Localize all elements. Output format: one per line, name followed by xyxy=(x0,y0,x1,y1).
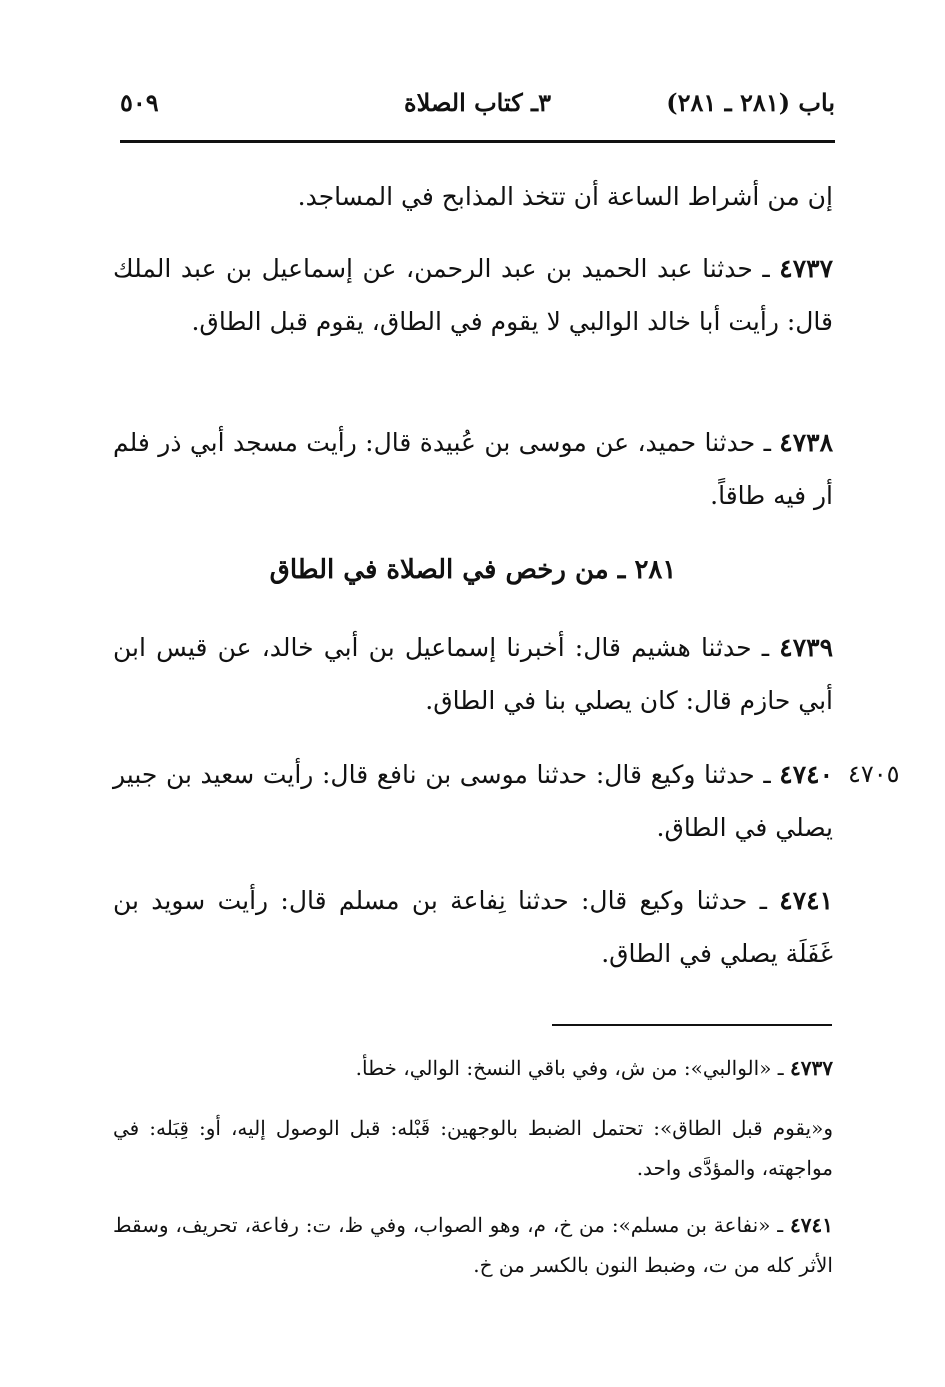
hadith-4741 xyxy=(113,874,833,980)
footnote-4741 xyxy=(113,1205,833,1285)
page-number: ٥٠٩ xyxy=(120,88,159,117)
header-rule xyxy=(120,140,835,143)
continuation-paragraph xyxy=(113,170,833,223)
footnote-number: ٤٧٣٧ xyxy=(790,1056,833,1080)
hadith-4739 xyxy=(113,621,833,727)
hadith-number: ٤٧٣٨ xyxy=(779,428,833,457)
continuation-text: إن من أشراط الساعة أن تتخذ المذابح في المساجد. xyxy=(297,182,833,211)
hadith-text: ـ حدثنا عبد الحميد بن عبد الرحمن، عن إسماعيل بن عبد الملك قال: رأيت أبا خالد الوالبي لا يقوم في الطاق، يقوم قبل الطاق. xyxy=(113,254,833,336)
footnote-number: ٤٧٤١ xyxy=(790,1213,833,1237)
hadith-text: ـ حدثنا حميد، عن موسى بن عُبيدة قال: رأيت مسجد أبي ذر فلم أر فيه طاقاً. xyxy=(113,428,833,510)
hadith-4740 xyxy=(113,748,833,854)
margin-reference: ٤٧٠٥ xyxy=(848,760,900,788)
footnote-4737-continued xyxy=(113,1108,833,1188)
hadith-number: ٤٧٣٧ xyxy=(779,254,833,283)
hadith-text: ـ حدثنا وكيع قال: حدثنا موسى بن نافع قال: رأيت سعيد بن جبير يصلي في الطاق. xyxy=(113,760,833,842)
footnote-text: ـ «نفاعة بن مسلم»: من خ، م، وهو الصواب، وفي ظ، ت: رفاعة، تحريف، وسقط الأثر كله من ت، وضبط النون بالكسر من خ. xyxy=(113,1213,833,1277)
footnote-4737 xyxy=(113,1048,833,1088)
hadith-number: ٤٧٤١ xyxy=(779,886,833,915)
footnote-text: و«يقوم قبل الطاق»: تحتمل الضبط بالوجهين: قَبْله: قبل الوصول إليه، أو: قِبَله: في مواجهته، والمؤدَّى واحد. xyxy=(113,1116,833,1180)
hadith-4738 xyxy=(113,416,833,522)
hadith-4737 xyxy=(113,242,833,348)
hadith-text: ـ حدثنا هشيم قال: أخبرنا إسماعيل بن أبي خالد، عن قيس ابن أبي حازم قال: كان يصلي بنا في الطاق. xyxy=(113,633,833,715)
footnote-text: ـ «الوالبي»: من ش، وفي باقي النسخ: الوالي، خطأ. xyxy=(355,1056,791,1080)
footnote-rule xyxy=(552,1024,832,1026)
hadith-text: ـ حدثنا وكيع قال: حدثنا نِفاعة بن مسلم قال: رأيت سويد بن غَفَلَة يصلي في الطاق. xyxy=(113,886,833,968)
header-book-title: ٣ـ كتاب الصلاة xyxy=(404,88,551,117)
page-header xyxy=(120,88,835,132)
hadith-number: ٤٧٣٩ xyxy=(779,633,833,662)
header-chapter: باب (٢٨١ ـ ٢٨١) xyxy=(666,88,835,117)
hadith-number: ٤٧٤٠ xyxy=(779,760,833,789)
section-title: ٢٨١ ـ من رخص في الصلاة في الطاق xyxy=(269,555,677,585)
